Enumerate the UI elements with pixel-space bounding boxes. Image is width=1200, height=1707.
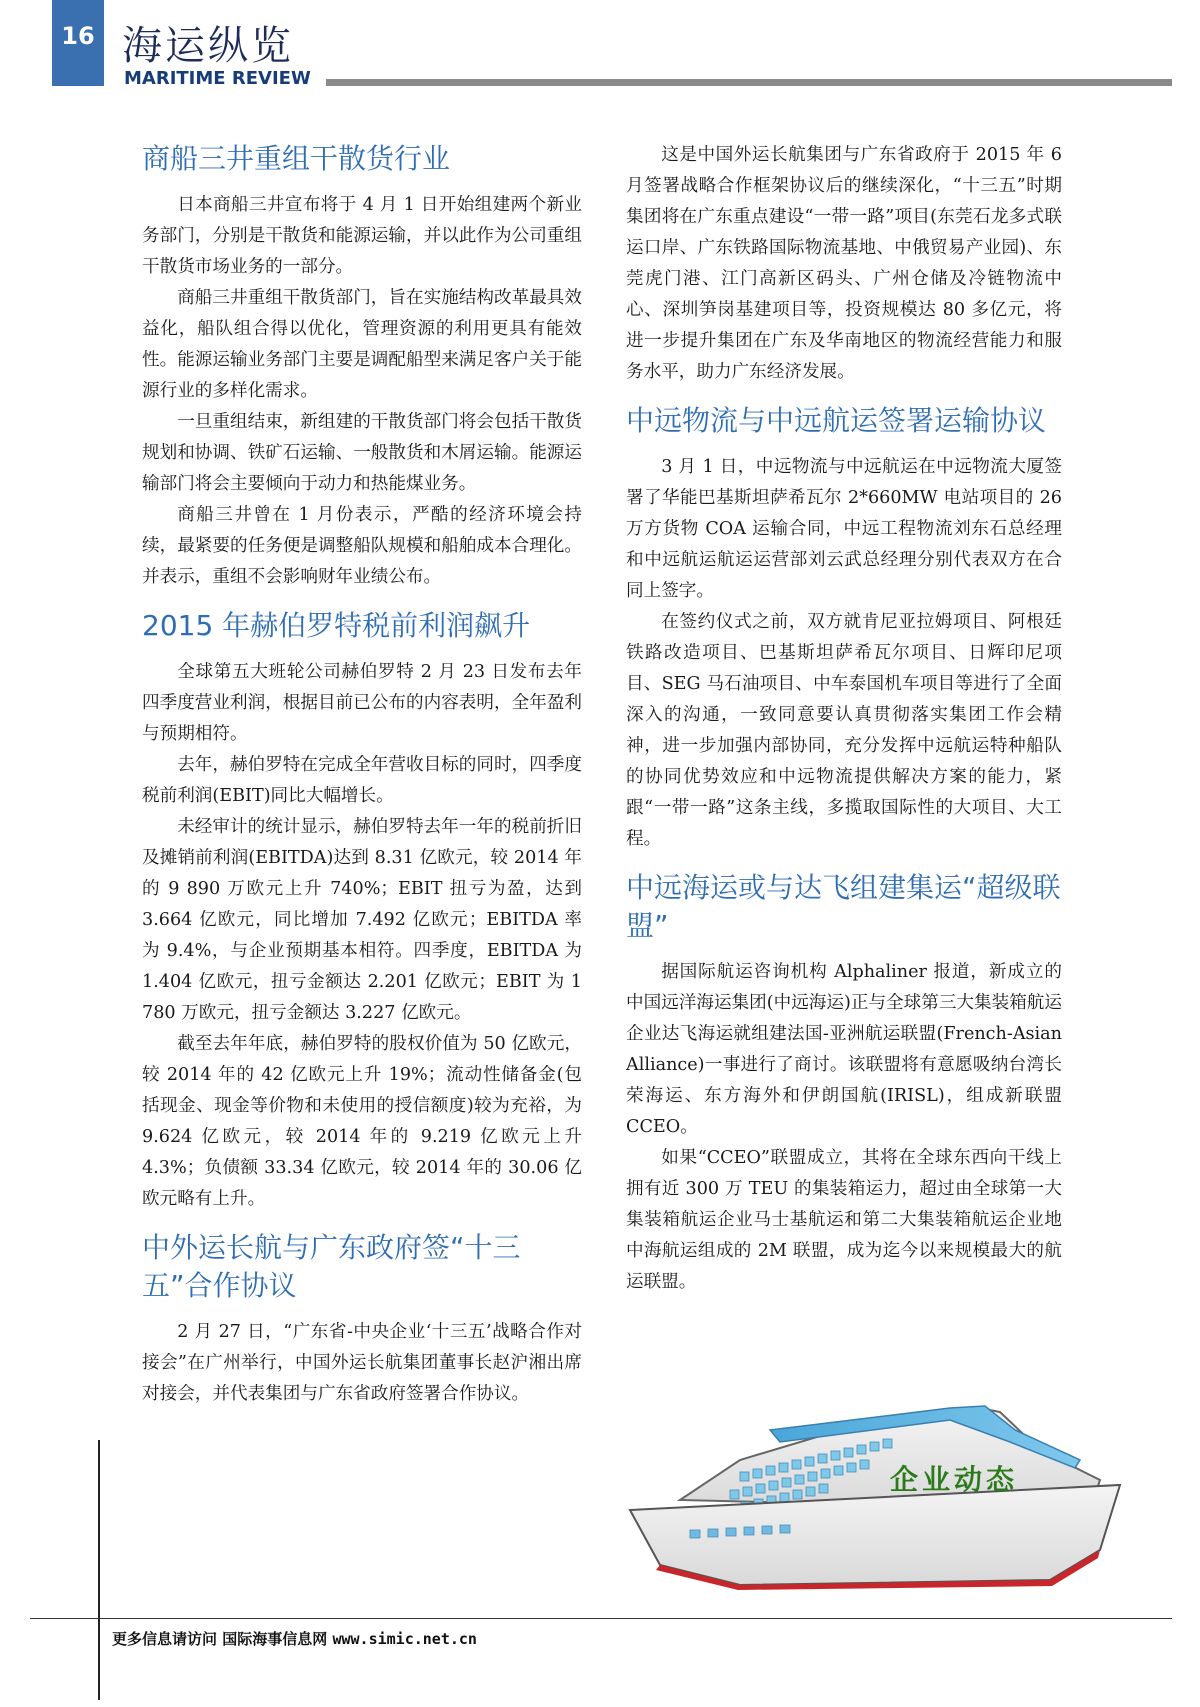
- paragraph: 未经审计的统计显示，赫伯罗特去年一年的税前折旧及摊销前利润(EBITDA)达到 8.31 亿欧元，较 2014 年的 9 890 万欧元上升 740%；EBIT 扭亏为盈，达到 3.664 亿欧元，同比增加 7.492 亿欧元；EBITDA 率为 9.4%，与企业预期基本相符。四季度，EBITDA 为 1.404 亿欧元，扭亏金额达 2.201 亿欧元；EBIT 为 1 780 万欧元，扭亏金额达 3.227 亿欧元。: [142, 817, 582, 1023]
- paragraph: 在签约仪式之前，双方就肯尼亚拉姆项目、阿根廷铁路改造项目、巴基斯坦萨希瓦尔项目、日辉印尼项目、SEG 马石油项目、中车泰国机车项目等进行了全面深入的沟通，一致同意要认真贯彻落实集团工作会精神，进一步加强内部协同，充分发挥中远航运特种船队的协同优势效应和中远物流提供解决方案的能力，紧跟“一带一路”这条主线，多揽取国际性的大项目、大工程。: [626, 612, 1062, 849]
- paragraph: 商船三井曾在 1 月份表示，严酷的经济环境会持续，最紧要的任务便是调整船队规模和船舶成本合理化。并表示，重组不会影响财年业绩公布。: [142, 505, 582, 587]
- paragraph: 2 月 27 日，“广东省-中央企业‘十三五’战略合作对接会”在广州举行，中国外运长航集团董事长赵沪湘出席对接会，并代表集团与广东省政府签署合作协议。: [142, 1322, 582, 1404]
- section-title: 中远物流与中远航运签署运输协议: [626, 404, 1047, 437]
- page-number: 16: [52, 0, 104, 86]
- section-title: 2015 年赫伯罗特税前利润飙升: [142, 609, 531, 642]
- header-rule: [326, 79, 1172, 86]
- paragraph: 全球第五大班轮公司赫伯罗特 2 月 23 日发布去年四季度营业利润，根据目前已公布的内容表明，全年盈利与预期相符。: [142, 662, 582, 744]
- section-title: 中远海运或与达飞组建集运“超级联盟”: [626, 871, 1061, 942]
- subtitle-review: REVIEW: [231, 68, 311, 89]
- left-margin-line: [98, 1440, 100, 1700]
- footer-rule: [30, 1618, 1172, 1619]
- footer-text: 更多信息请访问 国际海事信息网: [112, 1630, 333, 1648]
- magazine-title: 海运纵览: [122, 23, 294, 69]
- paragraph: 一旦重组结束，新组建的干散货部门将会包括干散货规划和协调、铁矿石运输、一般散货和木屑运输。能源运输部门将会主要倾向于动力和热能煤业务。: [142, 412, 582, 494]
- paragraph: 日本商船三井宣布将于 4 月 1 日开始组建两个新业务部门，分别是干散货和能源运输，并以此作为公司重组干散货市场业务的一部分。: [142, 195, 582, 277]
- paragraph: 据国际航运咨询机构 Alphaliner 报道，新成立的中国远洋海运集团(中远海运)正与全球第三大集装箱航运企业达飞海运就组建法国-亚洲航运联盟(French-Asian Alliance)一事进行了商讨。该联盟将有意愿吸纳台湾长荣海运、东方海外和伊朗国航(IRISL)，组成新联盟 CCEO。: [626, 962, 1062, 1137]
- cruise-ship-icon: [620, 1390, 1140, 1590]
- left-column: [142, 140, 582, 1410]
- paragraph: 如果“CCEO”联盟成立，其将在全球东西向干线上拥有近 300 万 TEU 的集装箱运力，超过由全球第一大集装箱航运企业马士基航运和第二大集装箱航运企业地中海航运组成的 2M 联盟，成为迄今以来规模最大的航运联盟。: [626, 1148, 1062, 1292]
- footer: [112, 1628, 477, 1649]
- right-column: [626, 140, 1062, 1298]
- section-title: 中外运长航与广东政府签“十三五”合作协议: [142, 1231, 521, 1302]
- ship-label: 企业动态: [890, 1463, 1019, 1496]
- paragraph: 截至去年年底，赫伯罗特的股权价值为 50 亿欧元，较 2014 年的 42 亿欧元上升 19%；流动性储备金(包括现金、现金等价物和未使用的授信额度)较为充裕，为 9.624 亿欧元，较 2014 年的 9.219 亿欧元上升 4.3%；负债额 33.34 亿欧元，较 2014 年的 30.06 亿欧元略有上升。: [142, 1034, 582, 1209]
- subtitle-maritime: MARITIME: [124, 68, 232, 89]
- paragraph: 去年，赫伯罗特在完成全年营收目标的同时，四季度税前利润(EBIT)同比大幅增长。: [142, 755, 582, 806]
- paragraph: 商船三井重组干散货部门，旨在实施结构改革最具效益化，船队组合得以优化，管理资源的利用更具有能效性。能源运输业务部门主要是调配船型来满足客户关于能源行业的多样化需求。: [142, 288, 582, 401]
- paragraph: 3 月 1 日，中远物流与中远航运在中远物流大厦签署了华能巴基斯坦萨希瓦尔 2*660MW 电站项目的 26 万方货物 COA 运输合同，中远工程物流刘东石总经理和中远航运航运运营部刘云武总经理分别代表双方在合同上签字。: [626, 457, 1062, 601]
- magazine-subtitle: [124, 68, 311, 89]
- section-title: 商船三井重组干散货行业: [142, 142, 451, 175]
- footer-link[interactable]: www.simic.net.cn: [332, 1630, 477, 1648]
- paragraph: 这是中国外运长航集团与广东省政府于 2015 年 6 月签署战略合作框架协议后的继续深化，“十三五”时期集团将在广东重点建设“一带一路”项目(东莞石龙多式联运口岸、广东铁路国际物流基地、中俄贸易产业园)、东莞虎门港、江门高新区码头、广州仓储及冷链物流中心、深圳笋岗基建项目等，投资规模达 80 多亿元，将进一步提升集团在广东及华南地区的物流经营能力和服务水平，助力广东经济发展。: [626, 145, 1062, 382]
